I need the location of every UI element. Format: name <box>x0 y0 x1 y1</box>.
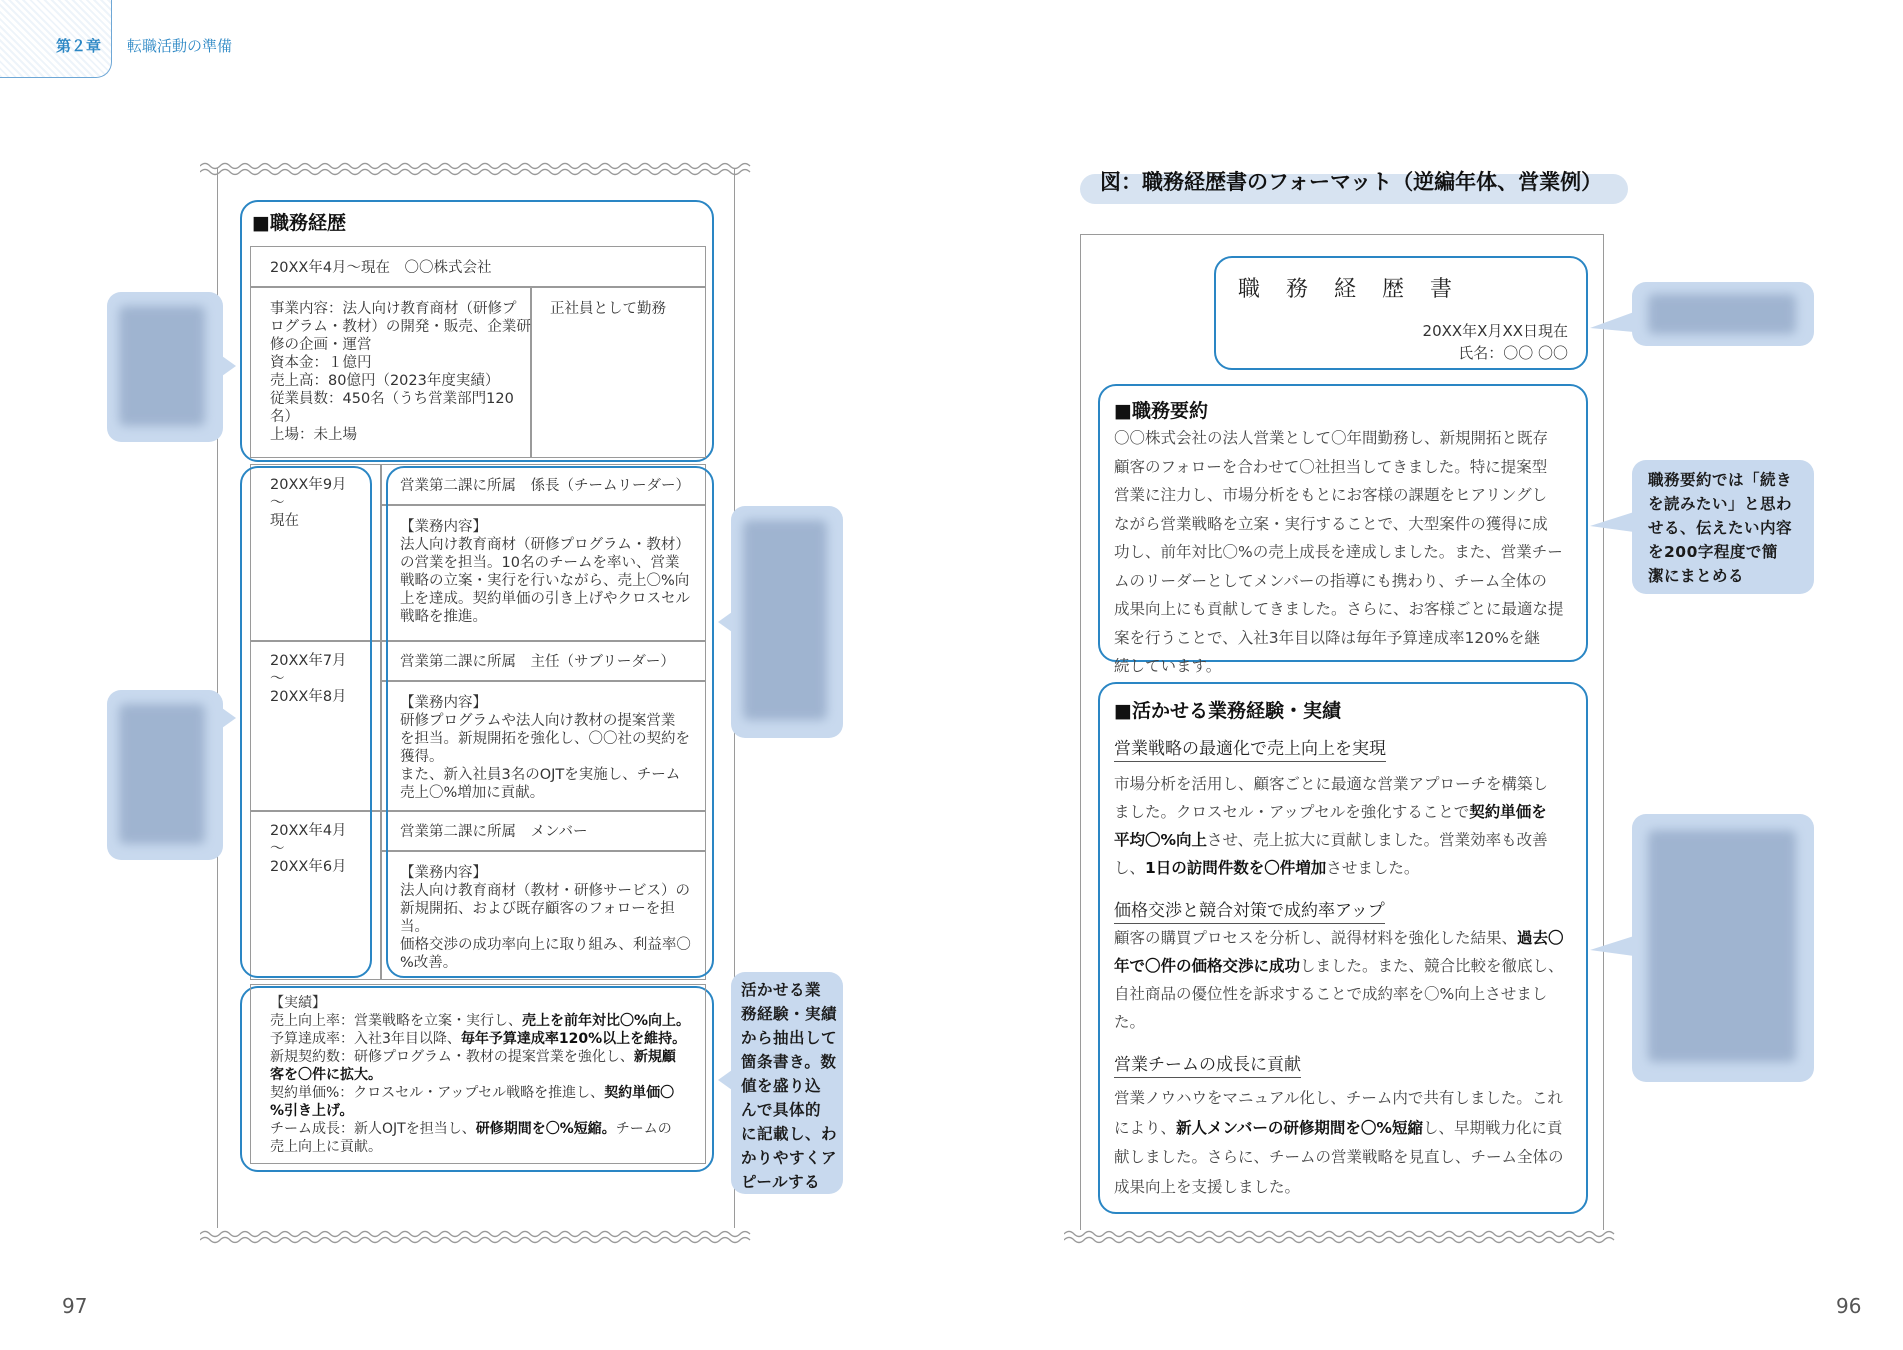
name-line: 氏名：〇〇 〇〇 <box>1458 344 1568 362</box>
page-number-left: 97 <box>62 1294 88 1318</box>
left-wavy-top <box>200 160 752 180</box>
achievements-list: 【実績】 売上向上率：営業戦略を立案・実行し、売上を前年対比〇%向上。 予算達成率：入社3年目以降、毎年予算達成率120%以上を維持。 新規契約数：研修プログラム・教材の提案営業を強化し、新規顧 客を〇件に拡大。 契約単価%：クロスセル・アップセル戦略を推進し、契約単価〇 %引き上げ。 チーム成長：新人OJTを担当し、研修期間を〇%短縮。チームの 売上向上に貢献。 <box>270 995 691 1155</box>
experience-section-text: 営業ノウハウをマニュアル化し、チーム内で共有しました。これ により、新人メンバーの研修期間を〇%短縮し、早期戦力化に貢 献しました。さらに、チームの営業戦略を見直し、チーム全体の 成果向上を支援しました。 <box>1114 1089 1564 1196</box>
summary-text: 〇〇株式会社の法人営業として〇年間勤務し、新規開拓と既存 顧客のフォローを合わせて〇社担当してきました。特に提案型 営業に注力し、市場分析をもとにお客様の課題をヒアリングし ながら営業戦略を立案・実行することで、大型案件の獲得に成 功し、前年対比〇%の売上成長を達成しました。また、営業チー ムのリーダーとしてメンバーの指導にも携わり、チーム全体の 成果向上にも貢献してきました。さらに、お客様ごとに最適な提 案を行うことで、入社3年目以降は毎年予算達成率120%を継 続しています。 <box>1114 429 1564 675</box>
chapter-label: 第２章 <box>56 37 102 55</box>
blurred-callout <box>107 292 223 442</box>
callout-pointer <box>1590 936 1634 956</box>
entry-duties: 【業務内容】 法人向け教育商材（研修プログラム・教材） の営業を担当。10名のチームを率い、営業 戦略の立案・実行を行いながら、売上〇%向 上を達成。契約単価の引き上げやクロスセル 戦略を推進。 <box>400 519 690 625</box>
entry-duties: 【業務内容】 法人向け教育商材（教材・研修サービス）の 新規開拓、および既存顧客のフォローを担 当。 価格交渉の成功率向上に取り組み、利益率〇 %改善。 <box>400 865 691 971</box>
left-wavy-bottom <box>200 1228 752 1248</box>
experience-section-title: 営業チームの成長に貢献 <box>1114 1050 1301 1078</box>
entry-period: 20XX年9月 ～ 現在 <box>270 477 347 529</box>
callout-pointer <box>222 356 238 376</box>
page-number-right: 96 <box>1836 1294 1862 1318</box>
entry-period: 20XX年4月 ～ 20XX年6月 <box>270 823 347 875</box>
experience-section-text: 顧客の購買プロセスを分析し、説得材料を強化した結果、過去〇 年で〇件の価格交渉に成功しました。また、競合比較を徹底し、 自社商品の優位性を訴求することで成約率を〇%向上させまし た。 <box>1114 929 1564 1031</box>
blurred-callout <box>1632 282 1814 346</box>
figure-title: 図：職務経歴書のフォーマット（逆編年体、営業例） <box>1100 170 1603 194</box>
callout-pointer <box>1590 312 1634 332</box>
experience-heading: ■活かせる業務経験・実績 <box>1114 700 1341 722</box>
blurred-callout <box>107 690 223 860</box>
experience-section-title: 価格交渉と競合対策で成約率アップ <box>1114 896 1385 924</box>
callout-pointer <box>716 1070 732 1090</box>
right-wavy-bottom <box>1064 1228 1620 1248</box>
entry-position: 営業第二課に所属 主任（サブリーダー） <box>400 654 675 670</box>
blurred-callout <box>731 506 843 738</box>
blurred-callout <box>1632 814 1814 1082</box>
callout-pointer <box>716 612 732 632</box>
callout-pointer <box>222 708 238 728</box>
history-heading: ■職務経歴 <box>252 212 346 234</box>
employment-type: 正社員として勤務 <box>550 301 666 317</box>
callout-pointer <box>1590 512 1634 532</box>
experience-callout: 活かせる業 務経験・実績 から抽出して 箇条書き。数 値を盛り込 んで具体的 に記載し、わ かりやすくア ピールする <box>731 972 843 1194</box>
experience-section-title: 営業戦略の最適化で売上向上を実現 <box>1114 734 1386 762</box>
entry-period: 20XX年7月 ～ 20XX年8月 <box>270 653 347 705</box>
chapter-tab <box>0 0 112 78</box>
entry-duties: 【業務内容】 研修プログラムや法人向け教材の提案営業 を担当。新規開拓を強化し、〇〇社の契約を 獲得。 また、新入社員3名のOJTを実施し、チーム 売上〇%増加に貢献。 <box>400 695 690 801</box>
experience-section-text: 市場分析を活用し、顧客ごとに最適な営業アプローチを構築し ました。クロスセル・アップセルを強化することで契約単価を 平均〇%向上させ、売上拡大に貢献しました。営業効率も改善 し、1日の訪問件数を〇件増加させました。 <box>1114 775 1549 877</box>
company-details: 事業内容：法人向け教育商材（研修プ ログラム・教材）の開発・販売、企業研 修の企画・運営 資本金：１億円 売上高：80億円（2023年度実績） 従業員数：450名（うち営業部門120 名） 上場：未上場 <box>270 301 531 443</box>
summary-heading: ■職務要約 <box>1114 400 1208 422</box>
company-row: 20XX年4月～現在 〇〇株式会社 <box>270 260 492 276</box>
date-line: 20XX年X月XX日現在 <box>1422 322 1568 340</box>
section-title: 転職活動の準備 <box>127 37 233 55</box>
summary-callout: 職務要約では「続き を読みたい」と思わ せる、伝えたい内容 を200字程度で簡 潔にまとめる <box>1632 460 1814 594</box>
doc-title: 職 務 経 歴 書 <box>1238 277 1455 302</box>
entry-position: 営業第二課に所属 メンバー <box>400 824 588 840</box>
entry-position: 営業第二課に所属 係長（チームリーダー） <box>400 478 690 494</box>
period-highlight-box <box>240 466 372 978</box>
